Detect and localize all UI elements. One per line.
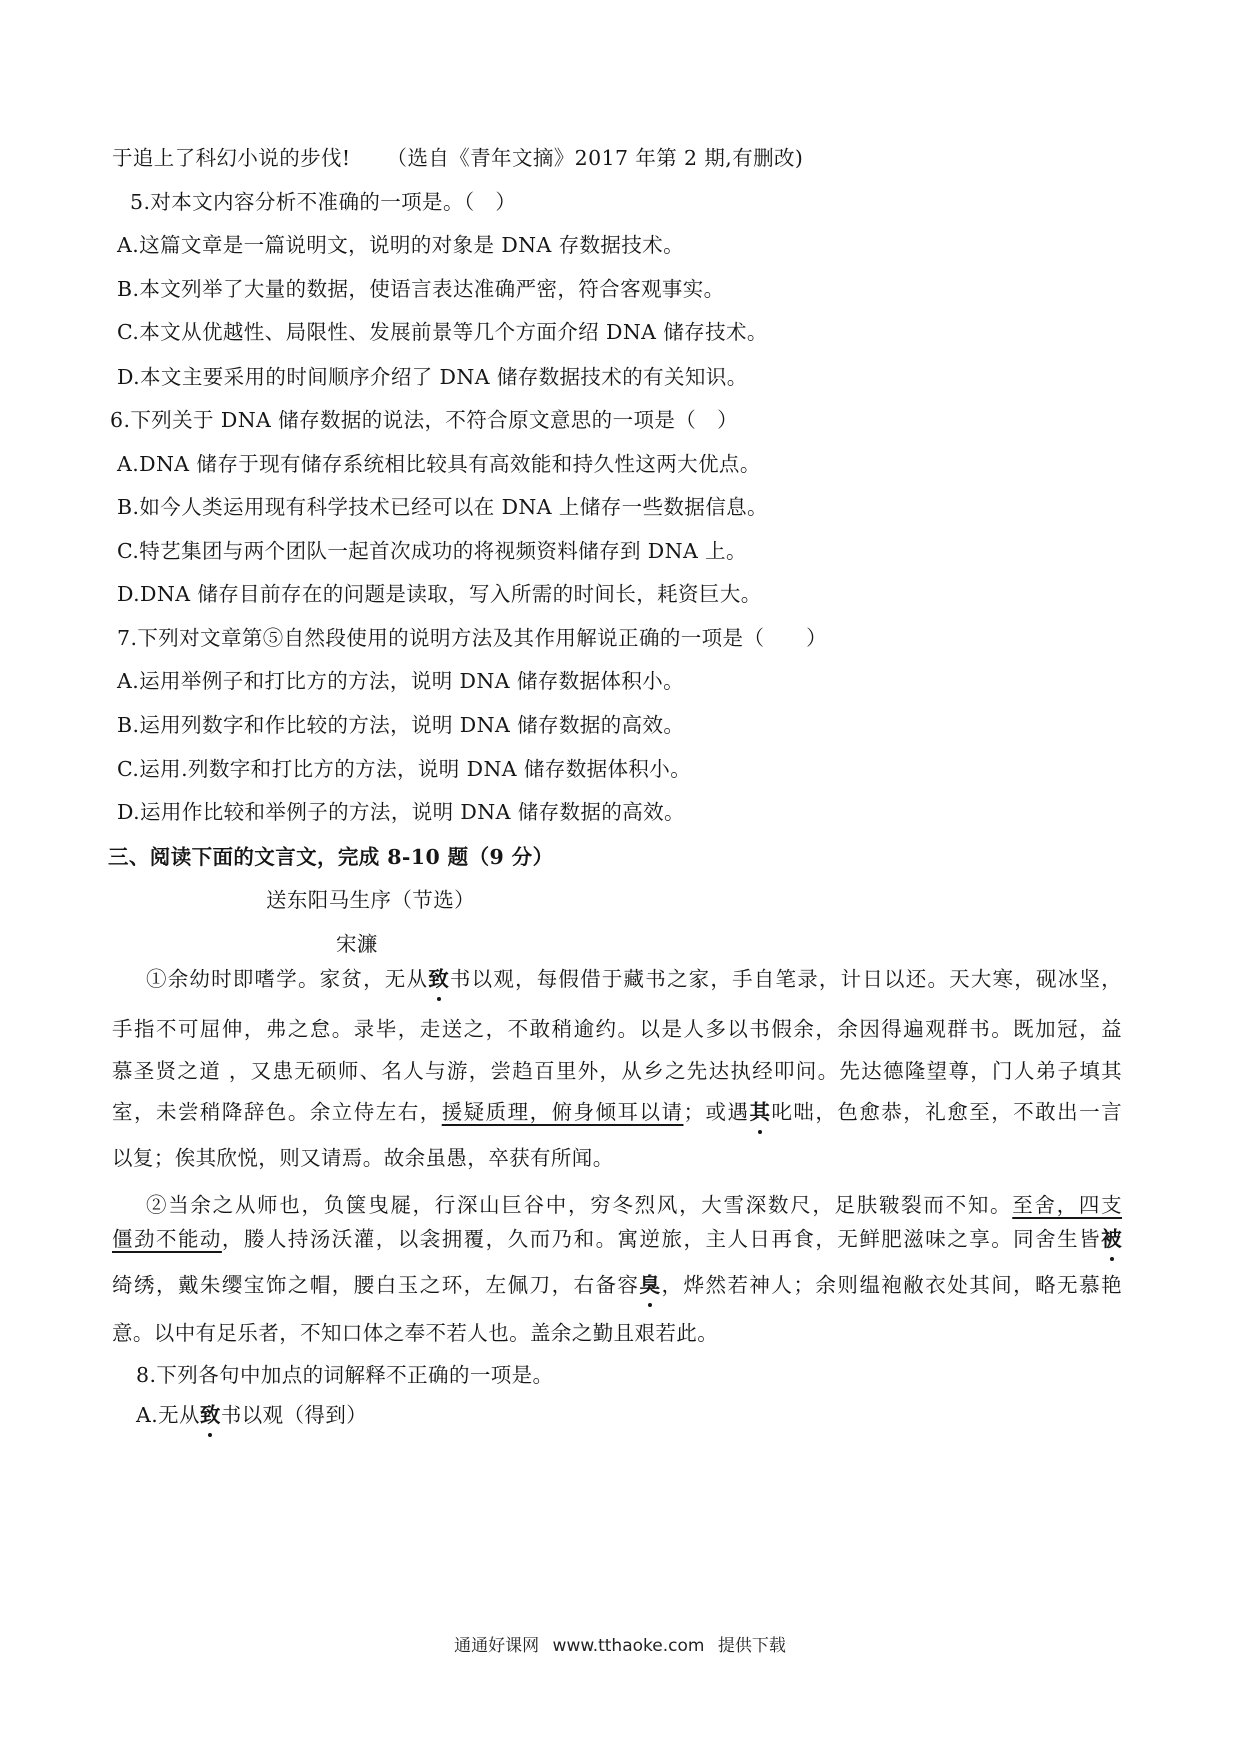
question-7-option-d: D.运用作比较和举例子的方法，说明 DNA 储存数据的高效。 bbox=[117, 800, 685, 824]
section-3-heading: 三、阅读下面的文言文，完成 8-10 题（9 分） bbox=[108, 845, 554, 869]
dotted-char: 致 bbox=[199, 1403, 221, 1427]
underlined-phrase: 援疑质理，俯身倾耳以请 bbox=[441, 1100, 684, 1124]
question-5-stem: 5.对本文内容分析不准确的一项是。（ ） bbox=[130, 190, 517, 214]
question-6-option-d: D.DNA 储存目前存在的问题是读取，写入所需的时间长，耗资巨大。 bbox=[117, 582, 762, 606]
question-6-stem: 6.下列关于 DNA 储存数据的说法，不符合原文意思的一项是（ ） bbox=[110, 408, 738, 432]
footer-site-name: 通通好课网 bbox=[454, 1636, 540, 1656]
underlined-phrase: 僵劲不能动 bbox=[112, 1227, 222, 1251]
question-7-option-c: C.运用.列数字和打比方的方法，说明 DNA 储存数据体积小。 bbox=[117, 757, 692, 781]
continuation-line bbox=[112, 145, 803, 171]
question-7-stem: 7.下列对文章第⑤自然段使用的说明方法及其作用解说正确的一项是（ ） bbox=[117, 626, 828, 650]
passage-title: 送东阳马生序（节选） bbox=[266, 888, 475, 912]
question-7-option-b: B.运用列数字和作比较的方法，说明 DNA 储存数据的高效。 bbox=[117, 713, 685, 737]
question-8-stem: 8.下列各句中加点的词解释不正确的一项是。 bbox=[136, 1363, 554, 1387]
underlined-phrase: 至舍，四支 bbox=[1012, 1193, 1122, 1217]
paragraph-1-line-1: ①余幼时即嗜学。家贫，无从致书以观，每假借于藏书之家，手自笔录，计日以还。天大寒，砚冰坚， bbox=[146, 967, 1122, 991]
paragraph-2-line-2: 僵劲不能动，媵人持汤沃灌，以衾拥覆，久而乃和。寓逆旅，主人日再食，无鲜肥滋味之享。同舍生皆被 bbox=[112, 1227, 1123, 1251]
question-6-option-b: B.如今人类运用现有科学技术已经可以在 DNA 上储存一些数据信息。 bbox=[117, 495, 768, 519]
question-7-option-a: A.运用举例子和打比方的方法，说明 DNA 储存数据体积小。 bbox=[117, 669, 685, 693]
question-8-option-a: A.无从致书以观（得到） bbox=[136, 1403, 368, 1427]
question-5-option-c: C.本文从优越性、局限性、发展前景等几个方面介绍 DNA 储存技术。 bbox=[117, 320, 768, 344]
footer-url[interactable]: www.tthaoke.com bbox=[552, 1636, 705, 1656]
dotted-char: 致 bbox=[428, 967, 450, 991]
dotted-char: 臭 bbox=[639, 1273, 661, 1297]
paragraph-2-line-3: 绮绣，戴朱缨宝饰之帽，腰白玉之环，左佩刀，右备容臭，烨然若神人；余则缊袍敝衣处其间，略无慕艳 bbox=[112, 1273, 1122, 1297]
page-footer bbox=[0, 1631, 1240, 1656]
paragraph-1-line-4: 室，未尝稍降辞色。余立侍左右，援疑质理，俯身倾耳以请；或遇其叱咄，色愈恭，礼愈至，不敢出一言 bbox=[112, 1100, 1123, 1124]
continuation-text: 于追上了科幻小说的步伐! bbox=[112, 146, 351, 170]
paragraph-1-line-3: 慕圣贤之道 ，又患无硕师、名人与游，尝趋百里外，从乡之先达执经叩问。先达德隆望尊，门人弟子填其 bbox=[112, 1059, 1122, 1083]
question-6-option-a: A.DNA 储存于现有储存系统相比较具有高效能和持久性这两大优点。 bbox=[117, 452, 761, 476]
dotted-char: 被 bbox=[1101, 1227, 1123, 1251]
footer-tail: 提供下载 bbox=[717, 1636, 786, 1656]
question-6-option-c: C.特艺集团与两个团队一起首次成功的将视频资料储存到 DNA 上。 bbox=[117, 539, 747, 563]
dotted-char: 其 bbox=[749, 1100, 771, 1124]
question-5-option-d: D.本文主要采用的时间顺序介绍了 DNA 储存数据技术的有关知识。 bbox=[117, 365, 748, 389]
paragraph-1-line-2: 手指不可屈伸，弗之怠。录毕，走送之，不敢稍逾约。以是人多以书假余，余因得遍观群书。既加冠，益 bbox=[112, 1017, 1122, 1041]
question-5-option-a: A.这篇文章是一篇说明文，说明的对象是 DNA 存数据技术。 bbox=[117, 233, 685, 257]
source-citation: （选自《青年文摘》2017 年第 2 期,有删改) bbox=[386, 146, 804, 170]
paragraph-1-line-5: 以复；俟其欣悦，则又请焉。故余虽愚，卒获有所闻。 bbox=[112, 1146, 614, 1170]
paragraph-2-line-1: ②当余之从师也，负箧曳屣，行深山巨谷中，穷冬烈风，大雪深数尺，足肤皲裂而不知。至舍，四支 bbox=[146, 1193, 1122, 1217]
passage-author: 宋濂 bbox=[336, 932, 378, 956]
question-5-option-b: B.本文列举了大量的数据，使语言表达准确严密，符合客观事实。 bbox=[117, 277, 725, 301]
paragraph-2-line-4: 意。以中有足乐者，不知口体之奉不若人也。盖余之勤且艰若此。 bbox=[112, 1321, 719, 1345]
